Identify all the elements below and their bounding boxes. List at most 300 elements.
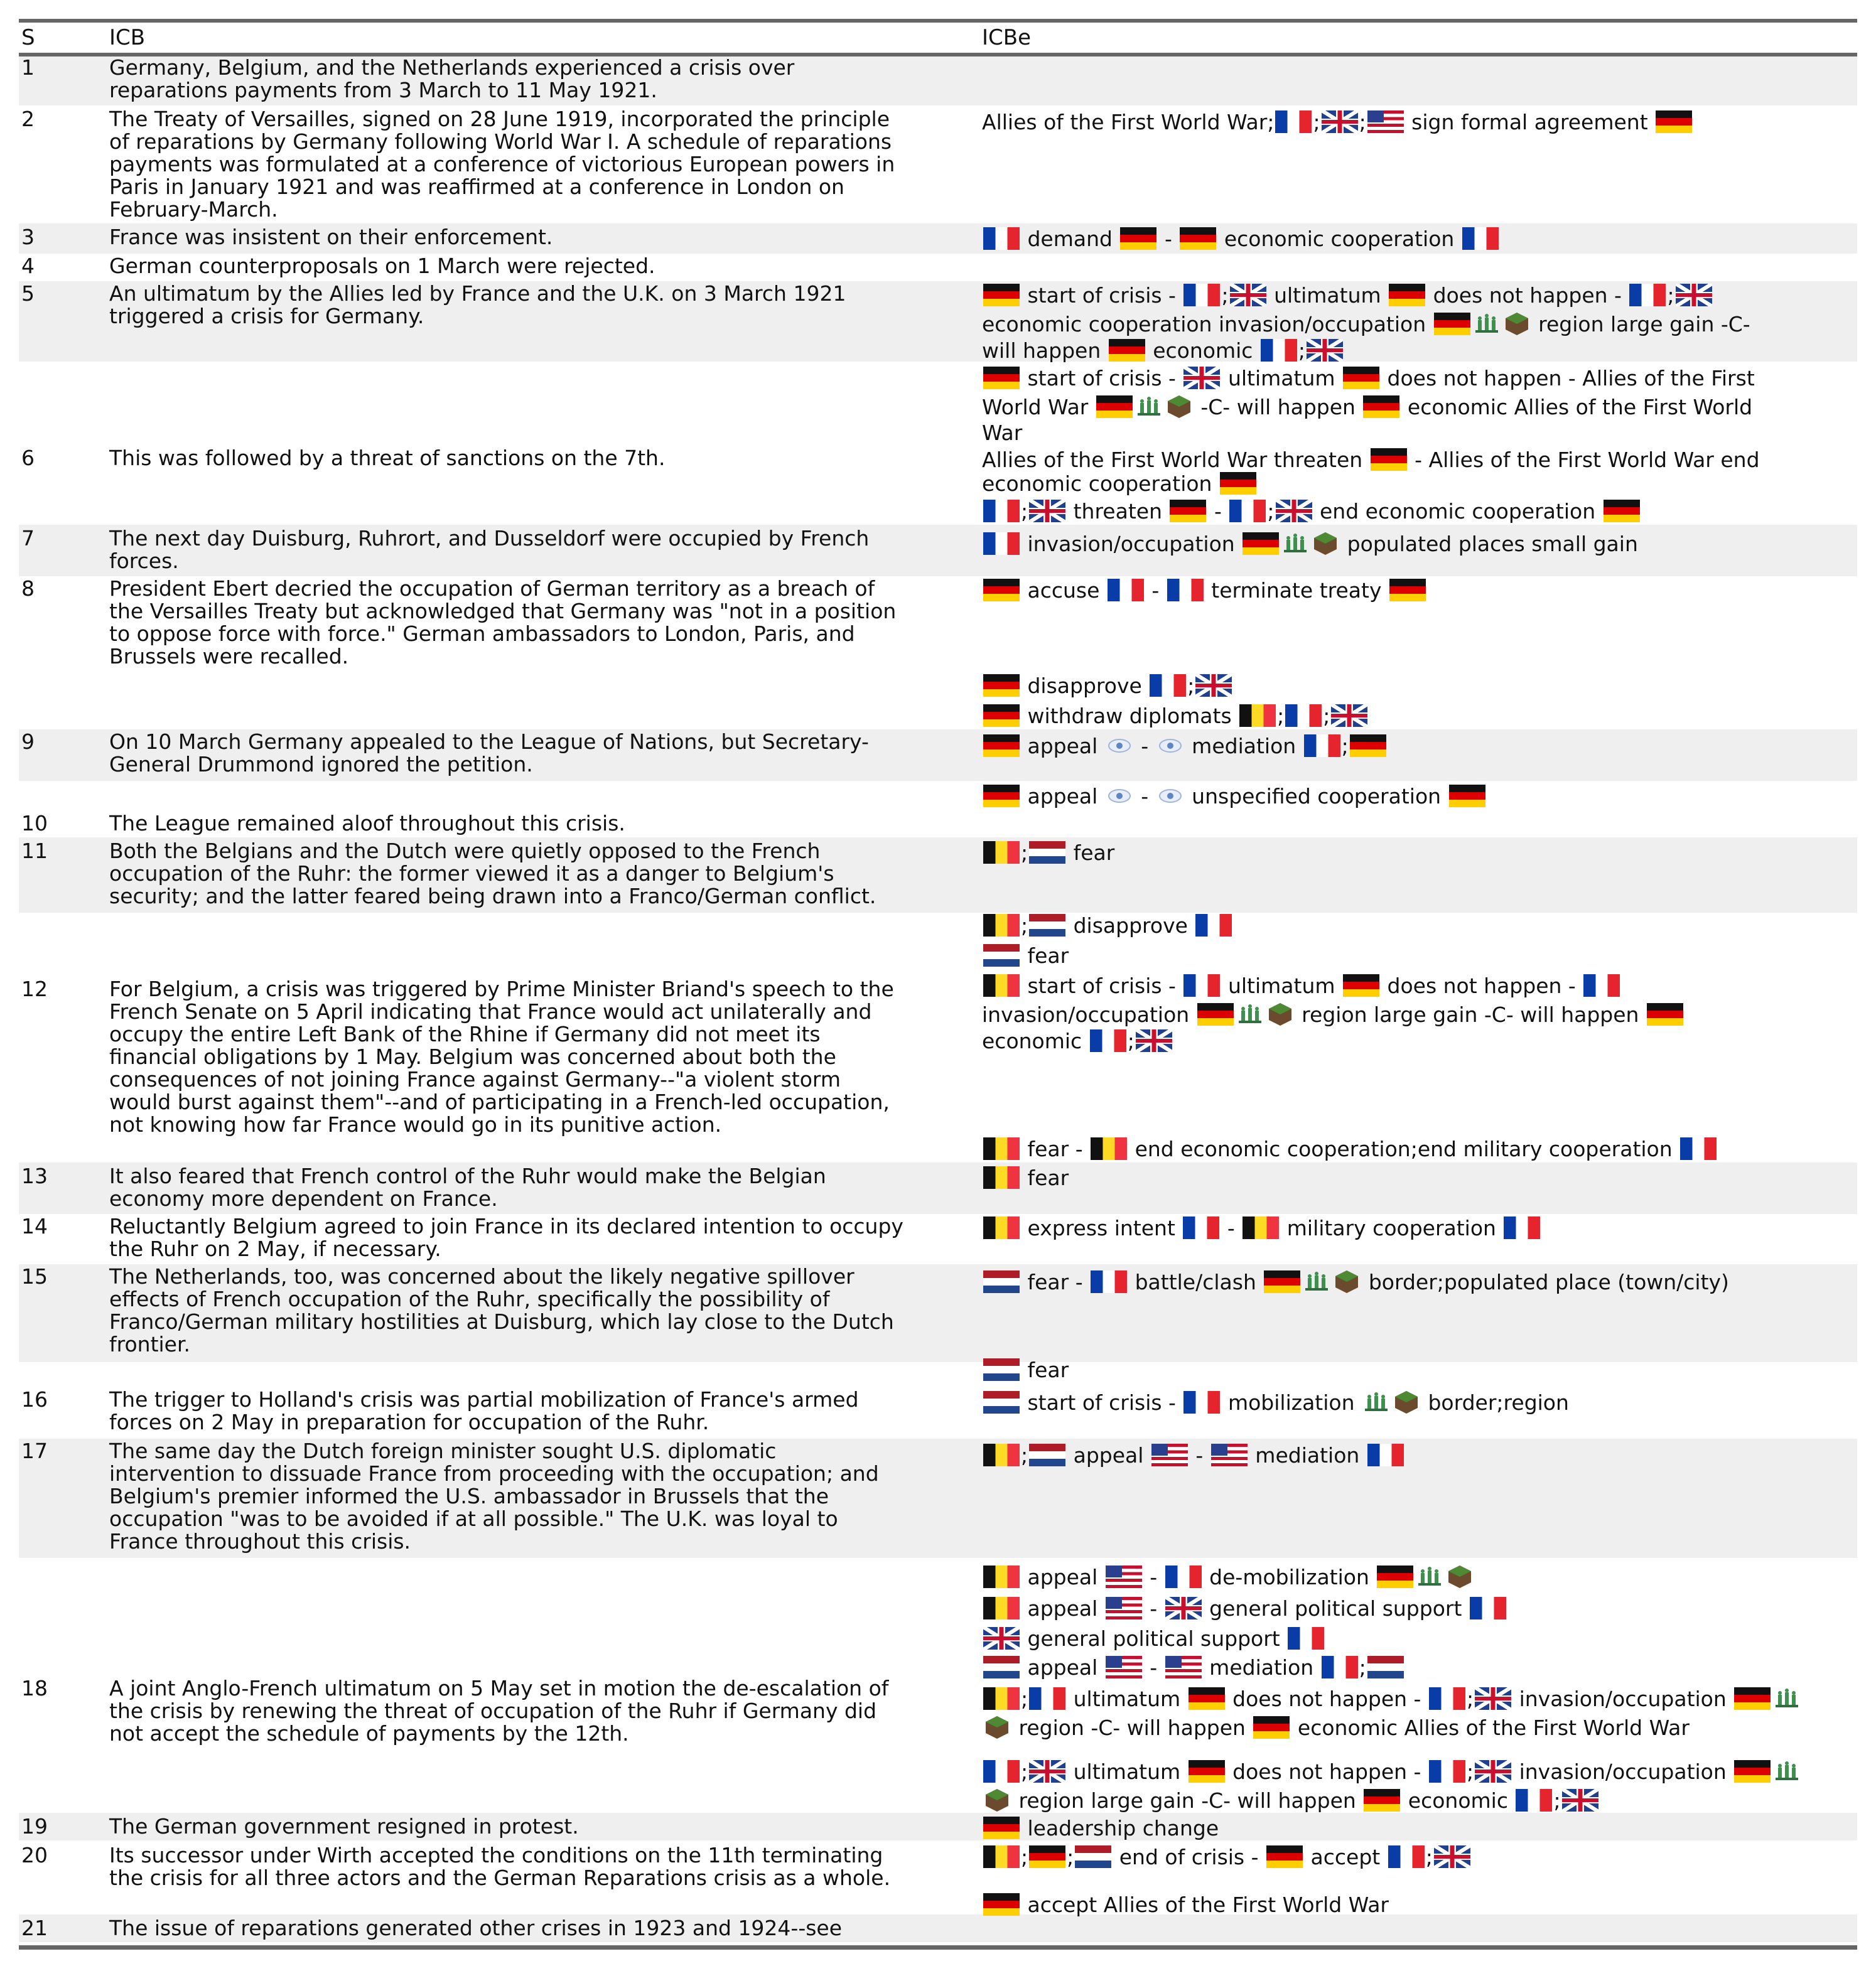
icbe-line: [982, 733, 1388, 758]
icbe-line: [982, 1788, 1600, 1813]
row-number: 12: [21, 977, 48, 1001]
flag-france-icon: [1090, 1029, 1126, 1052]
icbe-text: mediation: [1248, 1443, 1366, 1468]
icbe-text: economic: [1401, 1788, 1515, 1813]
icb-text: Reluctantly Belgium agreed to join France in its declared intention to occupy the Ruhr on 2 May, if necessary.: [109, 1214, 903, 1261]
icbe-line: [982, 1893, 1389, 1916]
flag-belgium-icon: [983, 1597, 1020, 1619]
flag-germany-icon: [983, 785, 1020, 807]
icbe-text: mediation: [1202, 1655, 1320, 1680]
flag-netherlands-icon: [983, 1656, 1020, 1678]
icbe-text: invasion/occupation: [1512, 1687, 1733, 1711]
icbe-text: demand: [1021, 227, 1119, 251]
icb-text: A joint Anglo-French ultimatum on 5 May set in motion the de-escalation of the crisis by renewing the threat of occupation of the Ruhr if Germany did not accept the schedule of payments by the 12th.: [109, 1676, 889, 1746]
flag-germany-icon: [1343, 367, 1379, 389]
icbe-text: ;: [1553, 1788, 1561, 1813]
icbe-text: disapprove: [1067, 913, 1195, 938]
icbe-text: economic cooperation: [982, 471, 1219, 496]
flag-uk-icon: [983, 1627, 1020, 1650]
flag-germany-icon: [1197, 1003, 1234, 1026]
flag-uk-icon: [1475, 1687, 1511, 1710]
icbe-text: ;: [1277, 704, 1285, 728]
flag-france-icon: [983, 1760, 1020, 1783]
flag-germany-icon: [1364, 1789, 1400, 1812]
flag-france-icon: [1183, 974, 1220, 997]
icbe-text: Allies of the First World War;: [982, 110, 1275, 134]
flag-belgium-icon: [1091, 1137, 1127, 1160]
flag-belgium-icon: [983, 1137, 1020, 1160]
row-number: 14: [21, 1214, 48, 1238]
icbe-line: [982, 1269, 1729, 1294]
icbe-text: -: [1145, 578, 1166, 603]
icbe-text: does not happen -: [1226, 1759, 1428, 1784]
icbe-text: start of crisis -: [1021, 283, 1183, 308]
icbe-text: accept Allies of the First World War: [1021, 1893, 1389, 1917]
flag-belgium-icon: [983, 1166, 1020, 1189]
icbe-text: -: [1158, 227, 1179, 251]
icbe-text: -: [1143, 1655, 1164, 1680]
icbe-text: invasion/occupation: [982, 1002, 1196, 1027]
icbe-text: -: [1134, 784, 1155, 808]
icbe-text: general political support: [1202, 1596, 1469, 1621]
icbe-text: end economic cooperation: [1313, 499, 1602, 524]
soldiers-icon: [1774, 1686, 1799, 1711]
land-block-icon: [984, 1715, 1010, 1740]
icbe-line: [982, 110, 1693, 134]
icbe-line: [982, 227, 1500, 250]
soldiers-icon: [1283, 531, 1308, 556]
icbe-text: end economic cooperation;end military cooperation: [1128, 1137, 1679, 1161]
land-block-icon: [1504, 311, 1529, 336]
flag-france-icon: [983, 500, 1020, 522]
icb-text: This was followed by a threat of sanctions on the 7th.: [109, 446, 666, 470]
icb-text: The German government resigned in protest.: [109, 1814, 579, 1839]
soldiers-icon: [1304, 1269, 1329, 1294]
flag-germany-icon: [1363, 395, 1399, 418]
icb-text: The League remained aloof throughout this crisis.: [109, 811, 625, 835]
land-block-icon: [1167, 394, 1192, 419]
flag-germany-icon: [1647, 1003, 1683, 1026]
flag-france-icon: [1429, 1760, 1465, 1783]
flag-france-icon: [1429, 1687, 1465, 1710]
icbe-line: [982, 500, 1641, 523]
icbe-text: ultimatum: [1221, 366, 1342, 390]
icbe-text: invasion/occupation: [1512, 1759, 1733, 1784]
icbe-text: region large gain -C- will happen: [1295, 1002, 1646, 1027]
flag-france-icon: [983, 227, 1020, 250]
icbe-text: ;: [1127, 1029, 1135, 1053]
flag-uk-icon: [1676, 284, 1712, 306]
icbe-line: [982, 1686, 1802, 1711]
flag-germany-icon: [1189, 1687, 1225, 1710]
flag-germany-icon: [1389, 284, 1425, 306]
icbe-line: [982, 914, 1233, 937]
icbe-text: ;: [1221, 283, 1229, 308]
flag-france-icon: [1388, 1845, 1425, 1868]
land-block-icon: [1334, 1269, 1359, 1294]
icbe-text: appeal: [1021, 1655, 1104, 1680]
icbe-text: ;: [1021, 1443, 1028, 1468]
land-block-icon: [1268, 1002, 1293, 1027]
flag-germany-icon: [1656, 110, 1692, 133]
flag-germany-icon: [1343, 974, 1379, 997]
flag-netherlands-icon: [1029, 914, 1065, 937]
flag-belgium-icon: [983, 974, 1020, 997]
icbe-text: does not happen - Allies of the First: [1381, 366, 1755, 390]
icbe-line: [982, 1002, 1685, 1027]
icbe-text: disapprove: [1021, 674, 1149, 698]
flag-uk-icon: [1183, 367, 1220, 389]
flag-usa-icon: [1367, 110, 1404, 133]
icbe-line: [982, 1390, 1569, 1415]
icbe-line: [982, 1029, 1173, 1053]
eye-icon: [1158, 733, 1183, 758]
soldiers-icon: [1417, 1564, 1442, 1589]
icbe-text: ;: [1667, 283, 1674, 308]
icbe-text: mediation: [1185, 734, 1303, 758]
soldiers-icon: [1237, 1002, 1263, 1027]
icbe-text: appeal: [1021, 784, 1104, 808]
icbe-line: [982, 974, 1621, 997]
icbe-text: accuse: [1021, 578, 1106, 603]
icbe-text: express intent: [1021, 1216, 1182, 1240]
icbe-text: ultimatum: [1067, 1687, 1187, 1711]
flag-germany-icon: [983, 284, 1020, 306]
icb-text: The next day Duisburg, Ruhrort, and Dusseldorf were occupied by French forces.: [109, 526, 870, 573]
icbe-text: border;populated place (town/city): [1362, 1270, 1729, 1294]
icbe-line: [982, 1166, 1069, 1190]
flag-france-icon: [1629, 284, 1666, 306]
row-number: 11: [21, 839, 48, 863]
icbe-line: [982, 531, 1638, 556]
icbe-text: ;: [1359, 1655, 1366, 1680]
icbe-line: [982, 1656, 1405, 1679]
icb-text: German counterproposals on 1 March were rejected.: [109, 254, 655, 278]
row-number: 18: [21, 1676, 48, 1700]
icb-text: It also feared that French control of the Ruhr would make the Belgian economy more dependent on France.: [109, 1164, 826, 1211]
icbe-text: border;region: [1421, 1390, 1569, 1415]
flag-usa-icon: [1106, 1597, 1142, 1619]
flag-uk-icon: [1475, 1760, 1511, 1783]
icbe-line: [982, 1564, 1475, 1589]
icbe-text: ultimatum: [1221, 974, 1342, 998]
icbe-text: leadership change: [1021, 1816, 1219, 1840]
flag-france-icon: [1288, 1627, 1324, 1650]
soldiers-icon: [1364, 1390, 1389, 1415]
flag-usa-icon: [1165, 1656, 1202, 1678]
flag-uk-icon: [1029, 1760, 1065, 1783]
flag-uk-icon: [1276, 500, 1312, 522]
icbe-text: -: [1221, 1216, 1242, 1240]
icbe-text: economic Allies of the First World War: [1291, 1716, 1690, 1740]
icbe-text: does not happen -: [1381, 974, 1583, 998]
flag-germany-icon: [983, 1893, 1020, 1916]
icbe-text: sign formal agreement: [1404, 110, 1655, 134]
icb-text: Both the Belgians and the Dutch were quietly opposed to the French occupation of the Ruhr: the former viewed it as a danger to Belgium's security; and the latter feared being drawn into a Franco/German conflict.: [109, 839, 876, 908]
icbe-text: appeal: [1021, 1596, 1104, 1621]
flag-france-icon: [983, 532, 1020, 555]
flag-uk-icon: [1434, 1845, 1470, 1868]
soldiers-icon: [1136, 394, 1162, 419]
icbe-text: ;: [1313, 110, 1320, 134]
icb-text: President Ebert decried the occupation of German territory as a breach of the Versailles Treaty but acknowledged that Germany was "not in a position to oppose force with force." German ambassadors to London, Paris, and Brussels were recalled.: [109, 576, 897, 669]
icbe-text: ;: [1359, 110, 1366, 134]
flag-germany-icon: [1243, 532, 1279, 555]
icbe-text: ;: [1021, 499, 1028, 524]
icb-text: The same day the Dutch foreign minister sought U.S. diplomatic intervention to dissuade France from proceeding with the occupation; and Belgium's premier informed the U.S. ambassador in Brussels that the occupation "was to be avoided if at all possible." The U.K. was loyal to France throughout this crisis.: [109, 1439, 879, 1554]
icbe-text: end of crisis -: [1113, 1845, 1266, 1869]
flag-uk-icon: [1165, 1597, 1202, 1619]
icbe-line: [982, 311, 1750, 336]
icbe-text: Allies of the First World War threaten: [982, 448, 1369, 472]
icbe-text: ;: [1021, 840, 1028, 865]
flag-france-icon: [1504, 1216, 1540, 1239]
flag-germany-icon: [1029, 1845, 1065, 1868]
icbe-text: fear -: [1021, 1137, 1090, 1161]
icbe-text: ;: [1425, 1845, 1433, 1869]
row-number: 10: [21, 811, 48, 835]
flag-uk-icon: [1195, 674, 1232, 697]
icbe-line: [982, 1715, 1690, 1740]
flag-france-icon: [1261, 339, 1297, 362]
icb-text: The Netherlands, too, was concerned about the likely negative spillover effects of French occupation of the Ruhr, specifically the possibility of Franco/German military hostilities at Duisburg, which lay close to the Dutch frontier.: [109, 1264, 894, 1356]
flag-germany-icon: [1170, 500, 1206, 522]
icbe-text: withdraw diplomats: [1021, 704, 1239, 728]
icbe-text: ;: [1067, 1845, 1074, 1869]
flag-france-icon: [1183, 284, 1220, 306]
flag-france-icon: [1304, 734, 1340, 757]
row-number: 20: [21, 1843, 48, 1867]
flag-netherlands-icon: [983, 1358, 1020, 1381]
icbe-text: ;: [1323, 704, 1330, 728]
icb-text: Its successor under Wirth accepted the conditions on the 11th terminating the crisis for all three actors and the German Reparations crisis as a whole.: [109, 1843, 891, 1890]
flag-france-icon: [1183, 1216, 1219, 1239]
flag-france-icon: [1583, 974, 1620, 997]
icb-text: The trigger to Holland's crisis was partial mobilization of France's armed forces on 2 May in preparation for occupation of the Ruhr.: [109, 1387, 859, 1434]
flag-belgium-icon: [983, 1845, 1020, 1868]
flag-france-icon: [1183, 1391, 1220, 1414]
icb-text: The issue of reparations generated other crises in 1923 and 1924--see: [109, 1916, 843, 1940]
flag-usa-icon: [1106, 1656, 1142, 1678]
icbe-text: appeal: [1021, 734, 1104, 758]
flag-uk-icon: [1331, 704, 1367, 727]
icbe-line: [982, 1817, 1219, 1840]
flag-belgium-icon: [983, 914, 1020, 937]
flag-uk-icon: [1136, 1029, 1172, 1052]
flag-germany-icon: [983, 734, 1020, 757]
icbe-line: [982, 674, 1233, 697]
flag-usa-icon: [1106, 1566, 1142, 1588]
flag-uk-icon: [1029, 500, 1065, 522]
icb-text: Germany, Belgium, and the Netherlands experienced a crisis over reparations payments from 3 March to 11 May 1921.: [109, 55, 795, 102]
flag-germany-icon: [1266, 1845, 1303, 1868]
flag-belgium-icon: [983, 841, 1020, 864]
icbe-text: economic: [982, 1029, 1089, 1053]
eye-icon: [1107, 783, 1132, 808]
flag-netherlands-icon: [1075, 1845, 1111, 1868]
icbe-line: [982, 1845, 1472, 1869]
row-number: 13: [21, 1164, 48, 1188]
flag-france-icon: [1165, 1566, 1202, 1588]
icbe-text: economic cooperation: [1217, 227, 1461, 251]
icbe-text: ;: [1466, 1687, 1474, 1711]
flag-france-icon: [1462, 227, 1499, 250]
icbe-text: economic: [1146, 338, 1259, 363]
icbe-text: economic cooperation invasion/occupation: [982, 312, 1433, 336]
row-number: 15: [21, 1264, 48, 1289]
icbe-text: populated places small gain: [1340, 532, 1638, 556]
icbe-text: unspecified cooperation: [1185, 784, 1448, 808]
header-icbe: ICBe: [982, 25, 1032, 50]
icbe-text: does not happen -: [1426, 283, 1629, 308]
flag-france-icon: [1680, 1137, 1717, 1160]
icbe-text: terminate treaty: [1204, 578, 1388, 603]
icbe-line: [982, 783, 1487, 808]
row-number: 6: [21, 446, 35, 470]
icbe-line: [982, 472, 1258, 495]
icbe-text: War: [982, 421, 1023, 445]
row-number: 2: [21, 107, 35, 131]
icbe-text: ;: [1298, 338, 1306, 363]
flag-belgium-icon: [983, 1687, 1020, 1710]
icbe-text: fear: [1021, 943, 1069, 968]
icbe-text: threaten: [1067, 499, 1169, 524]
flag-belgium-icon: [983, 1216, 1020, 1239]
icbe-text: region large gain -C-: [1531, 312, 1750, 336]
soldiers-icon: [1474, 311, 1499, 336]
icbe-line: [982, 448, 1760, 471]
flag-germany-icon: [1253, 1716, 1290, 1739]
flag-germany-icon: [983, 1817, 1020, 1839]
icb-text: France was insistent on their enforcement.: [109, 225, 553, 249]
icbe-text: ;: [1021, 1845, 1028, 1869]
icbe-text: -: [1207, 499, 1229, 524]
flag-france-icon: [1516, 1789, 1552, 1812]
icbe-line: [982, 704, 1369, 728]
icbe-text: fear: [1067, 840, 1115, 865]
icbe-text: - Allies of the First World War end: [1408, 448, 1760, 472]
flag-belgium-icon: [983, 1566, 1020, 1588]
flag-belgium-icon: [1239, 704, 1276, 727]
table-bottom-rule: [19, 1945, 1857, 1950]
flag-germany-icon: [1389, 579, 1426, 601]
header-icb: ICB: [109, 25, 146, 50]
flag-germany-icon: [983, 674, 1020, 697]
icbe-text: ultimatum: [1267, 283, 1388, 308]
flag-germany-icon: [1180, 227, 1216, 250]
icbe-text: start of crisis -: [1021, 1390, 1183, 1415]
icbe-line: [982, 841, 1114, 864]
icbe-text: fear: [1021, 1166, 1069, 1190]
row-number: 5: [21, 281, 35, 306]
icbe-text: invasion/occupation: [1021, 532, 1242, 556]
icbe-line: [982, 422, 1022, 444]
icbe-text: will happen: [982, 338, 1108, 363]
icbe-text: ;: [1466, 1759, 1474, 1784]
icbe-line: [982, 284, 1713, 307]
icbe-text: fear -: [1021, 1270, 1090, 1294]
row-number: 4: [21, 254, 35, 278]
land-block-icon: [984, 1788, 1010, 1813]
flag-germany-icon: [1734, 1760, 1771, 1783]
row-number: 3: [21, 225, 35, 249]
flag-france-icon: [1150, 674, 1186, 697]
flag-netherlands-icon: [1029, 841, 1065, 864]
icbe-text: start of crisis -: [1021, 974, 1183, 998]
icbe-text: World War: [982, 395, 1095, 419]
icbe-line: [982, 394, 1752, 419]
flag-germany-icon: [1377, 1566, 1413, 1588]
icbe-text: appeal: [1021, 1565, 1104, 1589]
table-top-rule: [19, 19, 1857, 23]
flag-germany-icon: [983, 704, 1020, 727]
icbe-line: [982, 339, 1344, 362]
icbe-text: ultimatum: [1067, 1759, 1187, 1784]
flag-germany-icon: [1371, 448, 1407, 471]
land-block-icon: [1394, 1390, 1419, 1415]
row-number: 19: [21, 1814, 48, 1839]
icbe-text: military cooperation: [1280, 1216, 1503, 1240]
flag-uk-icon: [1322, 110, 1358, 133]
icbe-text: ;: [1341, 734, 1349, 758]
icbe-text: -: [1189, 1443, 1210, 1468]
icbe-text: mobilization: [1221, 1390, 1361, 1415]
flag-germany-icon: [1109, 339, 1145, 362]
flag-france-icon: [1029, 1687, 1065, 1710]
icbe-line: [982, 579, 1427, 602]
icbe-line: [982, 1137, 1718, 1161]
icbe-text: ;: [1187, 674, 1195, 698]
row-number: 21: [21, 1916, 48, 1940]
flag-uk-icon: [1230, 284, 1266, 306]
row-number: 9: [21, 729, 35, 754]
flag-germany-icon: [1604, 500, 1640, 522]
icbe-text: fear: [1021, 1358, 1069, 1382]
flag-netherlands-icon: [983, 1391, 1020, 1414]
icb-text: An ultimatum by the Allies led by France and the U.K. on 3 March 1921 triggered a crisis for Germany.: [109, 281, 846, 328]
icbe-line: [982, 944, 1069, 967]
icbe-text: region -C- will happen: [1012, 1716, 1253, 1740]
flag-france-icon: [1275, 110, 1312, 133]
soldiers-icon: [1774, 1759, 1799, 1784]
flag-belgium-icon: [983, 1444, 1020, 1466]
flag-germany-icon: [1434, 313, 1470, 335]
flag-netherlands-icon: [1029, 1444, 1065, 1466]
flag-germany-icon: [1220, 472, 1256, 495]
flag-belgium-icon: [1243, 1216, 1279, 1239]
icbe-text: ;: [1021, 1759, 1028, 1784]
icbe-text: battle/clash: [1128, 1270, 1263, 1294]
icbe-text: ;: [1021, 913, 1028, 938]
icbe-text: does not happen -: [1226, 1687, 1428, 1711]
flag-germany-icon: [1264, 1270, 1300, 1293]
flag-germany-icon: [1189, 1760, 1225, 1783]
icbe-text: region large gain -C- will happen: [1012, 1788, 1363, 1813]
icbe-line: [982, 1597, 1507, 1620]
land-block-icon: [1447, 1564, 1472, 1589]
icbe-text: ;: [1267, 499, 1275, 524]
icbe-text: ;: [1021, 1687, 1028, 1711]
flag-france-icon: [1108, 579, 1144, 601]
icbe-text: -: [1134, 734, 1155, 758]
row-number: 1: [21, 55, 35, 80]
flag-france-icon: [1470, 1597, 1506, 1619]
icbe-line: [982, 367, 1755, 390]
header-s: S: [21, 25, 35, 50]
flag-netherlands-icon: [983, 944, 1020, 967]
flag-uk-icon: [1562, 1789, 1598, 1812]
flag-france-icon: [1195, 914, 1232, 937]
